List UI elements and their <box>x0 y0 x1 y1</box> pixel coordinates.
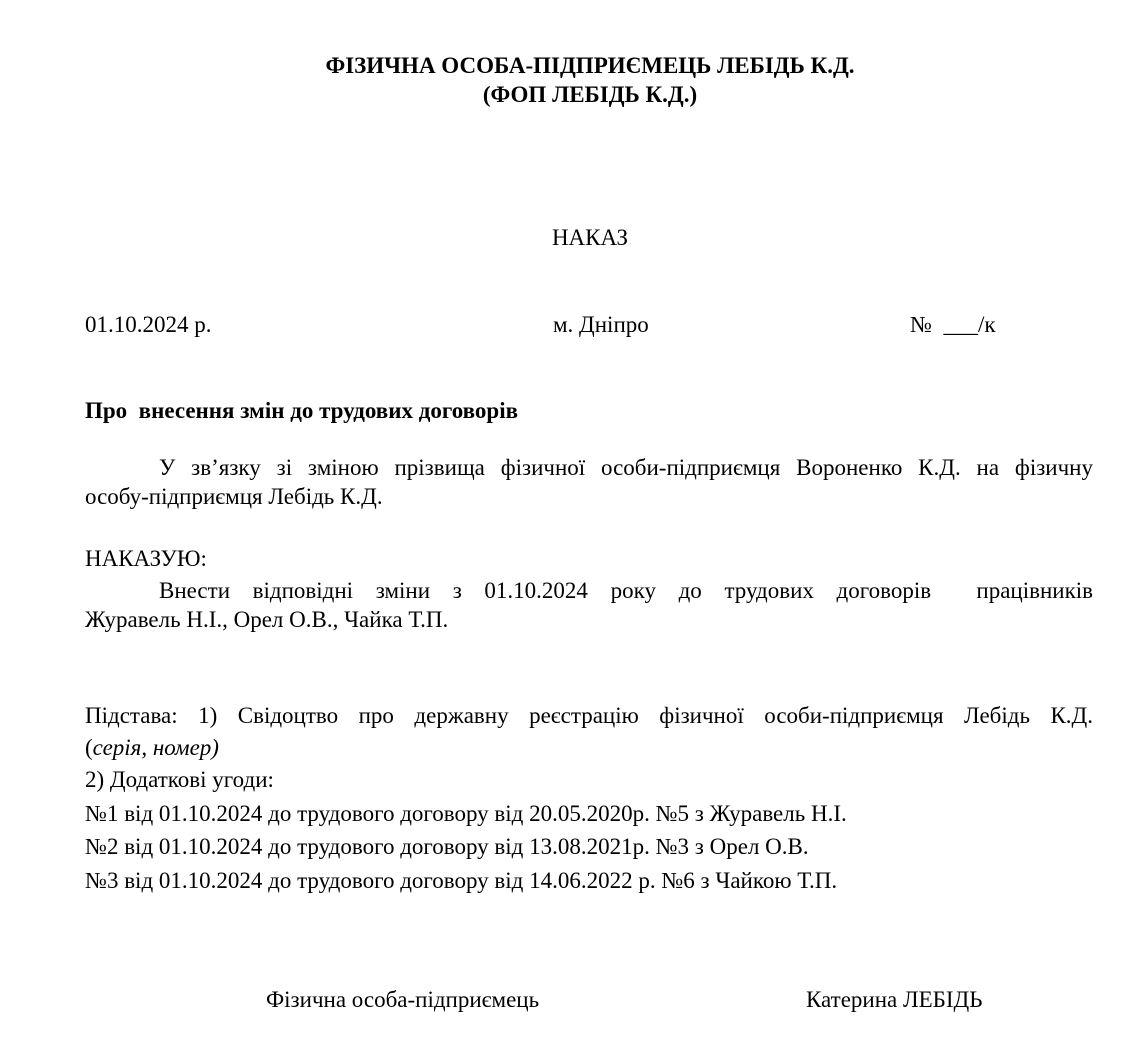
order-word: НАКАЗУЮ: <box>85 546 207 571</box>
document-title: НАКАЗ <box>551 225 629 250</box>
preamble-line-1: У зв’язку зі зміною прізвища фізичної особи-підприємця Вороненко К.Д. на фізичну <box>159 455 1093 480</box>
basis-series-number: серія, номер) <box>92 735 219 760</box>
basis-line-1: Підстава: 1) Свідоцтво про державну реєстрацію фізичної особи-підприємця Лебідь К.Д. <box>85 703 1093 728</box>
agreement-item: №1 від 01.10.2024 до трудового договору від 20.05.2020р. №5 з Журавель Н.І. <box>85 801 847 826</box>
document-subject: Про внесення змін до трудових договорів <box>85 398 519 423</box>
document-city: м. Дніпро <box>553 312 649 337</box>
basis-line-2 <box>85 734 219 761</box>
order-text-line-1: Внести відповідні зміни з 01.10.2024 року до трудових договорів працівників <box>159 578 1093 603</box>
signature-position: Фізична особа-підприємець <box>266 987 540 1012</box>
company-name: ФІЗИЧНА ОСОБА-ПІДПРИЄМЕЦЬ ЛЕБІДЬ К.Д. <box>325 53 855 78</box>
basis-paren: ( <box>85 735 93 760</box>
document-number: № ___/к <box>910 312 996 337</box>
basis-line-3: 2) Додаткові угоди: <box>85 767 274 792</box>
agreement-item: №2 від 01.10.2024 до трудового договору від 13.08.2021р. №3 з Орел О.В. <box>85 834 809 859</box>
preamble-line-2: особу-підприємця Лебідь К.Д. <box>85 484 383 509</box>
company-short-name: (ФОП ЛЕБІДЬ К.Д.) <box>482 82 698 107</box>
signature-name: Катерина ЛЕБІДЬ <box>806 987 983 1012</box>
document-date: 01.10.2024 р. <box>85 312 212 337</box>
agreement-item: №3 від 01.10.2024 до трудового договору від 14.06.2022 р. №6 з Чайкою Т.П. <box>85 868 838 893</box>
order-text-line-2: Журавель Н.І., Орел О.В., Чайка Т.П. <box>85 607 449 632</box>
